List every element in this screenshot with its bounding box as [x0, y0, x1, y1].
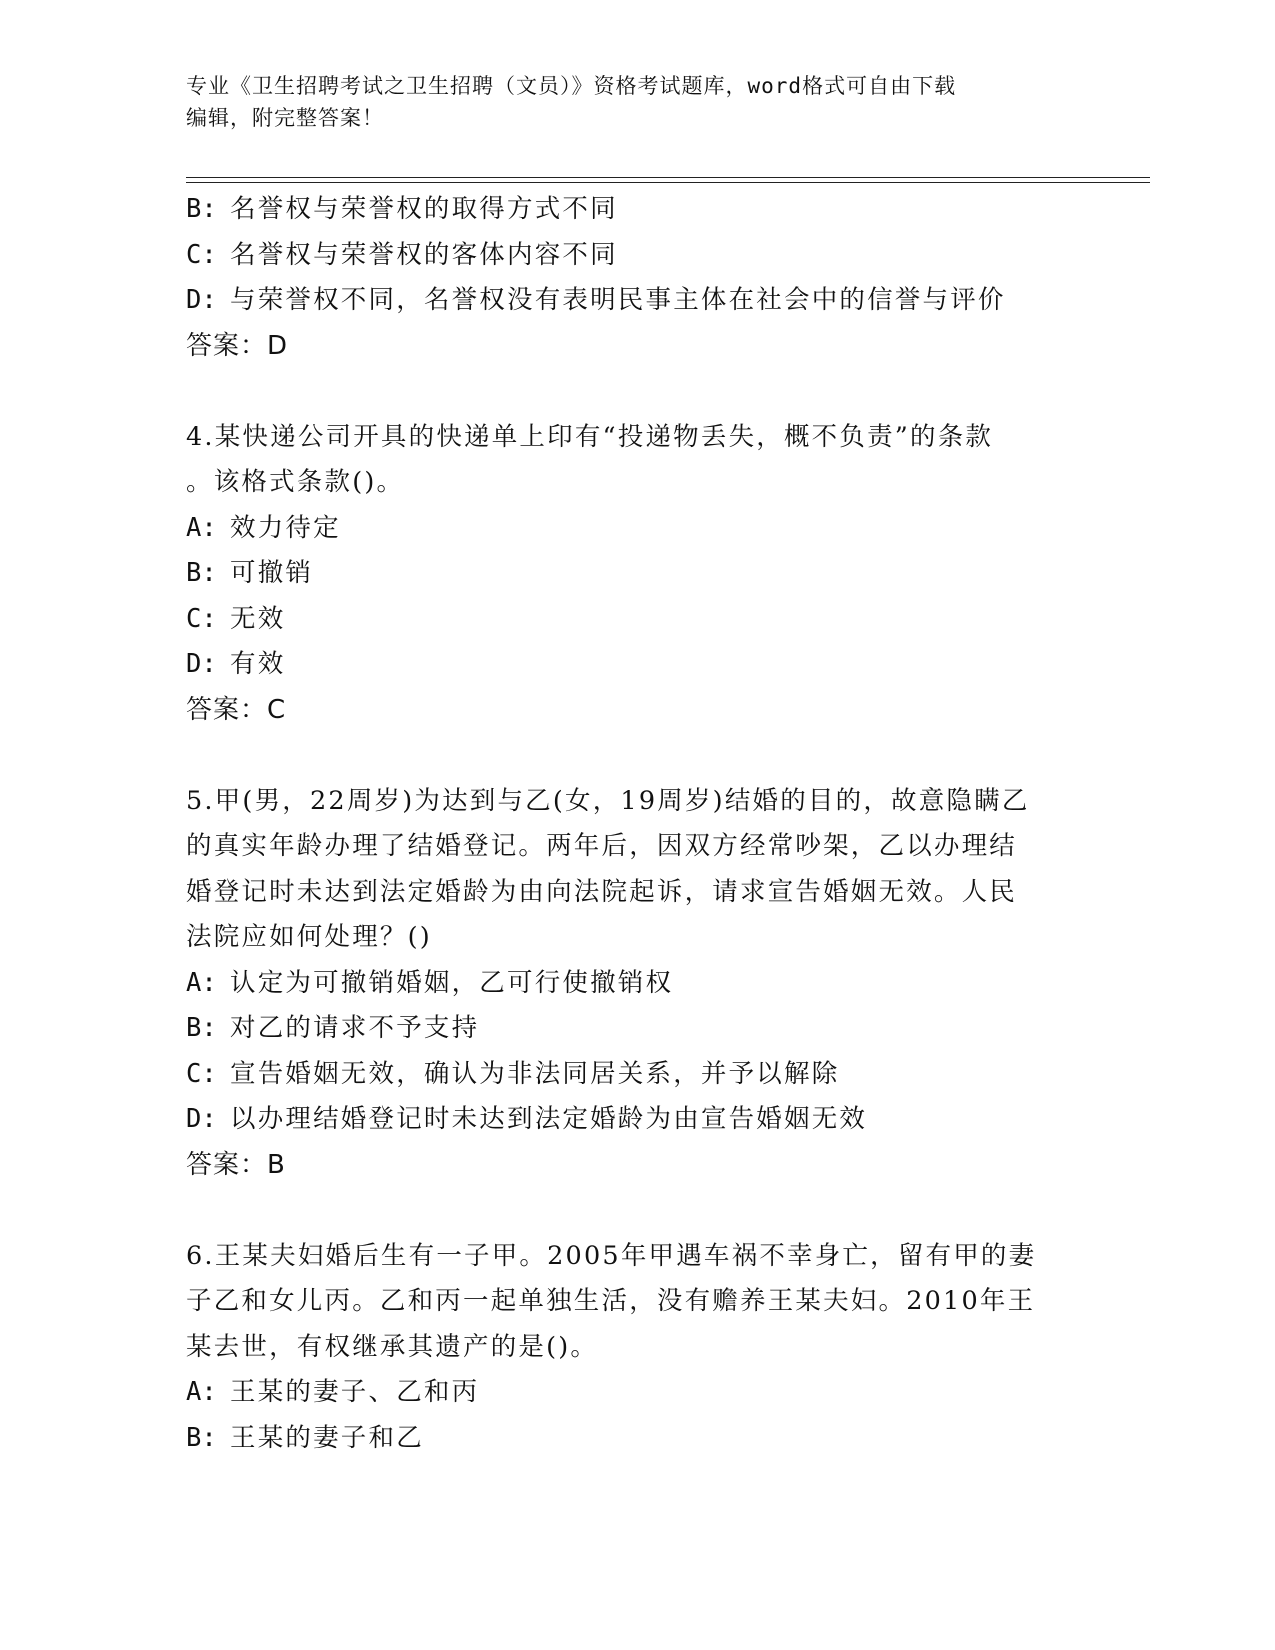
- option-b: [186, 1416, 1086, 1462]
- answer-line: 答案：D: [186, 330, 289, 361]
- spacer: [186, 733, 1086, 779]
- option-letter: B:: [186, 194, 217, 224]
- option-text: 无效: [230, 603, 286, 634]
- question-text-line: 。该格式条款()。: [186, 467, 405, 497]
- question-3-tail: [186, 187, 1086, 369]
- option-text: 宣告婚姻无效，确认为非法同居关系，并予以解除: [230, 1058, 840, 1089]
- header-rule-bottom: [186, 182, 1150, 183]
- question-text-line: 法院应如何处理？(): [186, 922, 432, 952]
- question-text-line: 子乙和女儿丙。乙和丙一起单独生活，没有赡养王某夫妇。2010年王: [186, 1286, 1036, 1316]
- option-text: 王某的妻子和乙: [230, 1422, 424, 1453]
- header-line-1: 专业《卫生招聘考试之卫生招聘（文员）》资格考试题库，word格式可自由下载: [186, 74, 957, 98]
- option-b: [186, 187, 1086, 233]
- option-text: 名誉权与荣誉权的取得方式不同: [230, 194, 618, 224]
- answer-line: 答案：C: [186, 694, 287, 725]
- option-text: 可撤销: [230, 558, 314, 588]
- spacer: [186, 369, 1086, 415]
- option-letter: A:: [186, 512, 217, 543]
- document-body: [186, 187, 1086, 1461]
- option-letter: D:: [186, 649, 217, 679]
- question-5: [186, 779, 1086, 1189]
- spacer: [186, 1188, 1086, 1234]
- question-text-line: 婚登记时未达到法定婚龄为由向法院起诉，请求宣告婚姻无效。人民: [186, 876, 1018, 907]
- option-text: 效力待定: [230, 512, 341, 543]
- option-text: 对乙的请求不予支持: [230, 1013, 480, 1043]
- option-a: [186, 961, 1086, 1007]
- option-letter: B:: [186, 1013, 217, 1043]
- question-text-line: 某去世，有权继承其遗产的是()。: [186, 1331, 599, 1362]
- option-b: [186, 551, 1086, 597]
- option-text: 以办理结婚登记时未达到法定婚龄为由宣告婚姻无效: [230, 1104, 868, 1134]
- option-letter: D:: [186, 1104, 217, 1134]
- option-b: [186, 1006, 1086, 1052]
- question-text-line: 的真实年龄办理了结婚登记。两年后，因双方经常吵架，乙以办理结: [186, 831, 1018, 861]
- question-4: [186, 415, 1086, 734]
- option-d: [186, 1097, 1086, 1143]
- option-letter: A:: [186, 967, 217, 998]
- header-line-2: 编辑，附完整答案！: [186, 106, 384, 130]
- option-text: 与荣誉权不同，名誉权没有表明民事主体在社会中的信誉与评价: [230, 285, 1006, 315]
- option-letter: C:: [186, 239, 217, 270]
- question-text-line: 5.甲(男，22周岁)为达到与乙(女，19周岁)结婚的目的，故意隐瞒乙: [186, 785, 1030, 816]
- question-text-line: 6.王某夫妇婚后生有一子甲。2005年甲遇车祸不幸身亡，留有甲的妻: [186, 1240, 1037, 1271]
- option-letter: B:: [186, 558, 217, 588]
- option-c: [186, 233, 1086, 279]
- option-letter: B:: [186, 1422, 217, 1453]
- option-text: 认定为可撤销婚姻，乙可行使撤销权: [230, 967, 674, 998]
- option-letter: A:: [186, 1377, 217, 1407]
- option-c: [186, 597, 1086, 643]
- option-text: 名誉权与荣誉权的客体内容不同: [230, 239, 618, 270]
- header-rule-top: [186, 177, 1150, 178]
- option-text: 有效: [230, 649, 286, 679]
- option-letter: C:: [186, 1058, 217, 1089]
- option-text: 王某的妻子、乙和丙: [230, 1377, 480, 1407]
- question-text-line: 4.某快递公司开具的快递单上印有“投递物丢失，概不负责”的条款: [186, 421, 994, 452]
- option-d: [186, 642, 1086, 688]
- page-header: [186, 70, 1086, 134]
- option-a: [186, 506, 1086, 552]
- option-letter: C:: [186, 603, 217, 634]
- option-c: [186, 1052, 1086, 1098]
- option-d: [186, 278, 1086, 324]
- option-letter: D:: [186, 285, 217, 315]
- answer-line: 答案：B: [186, 1149, 286, 1180]
- option-a: [186, 1370, 1086, 1416]
- question-6: [186, 1234, 1086, 1462]
